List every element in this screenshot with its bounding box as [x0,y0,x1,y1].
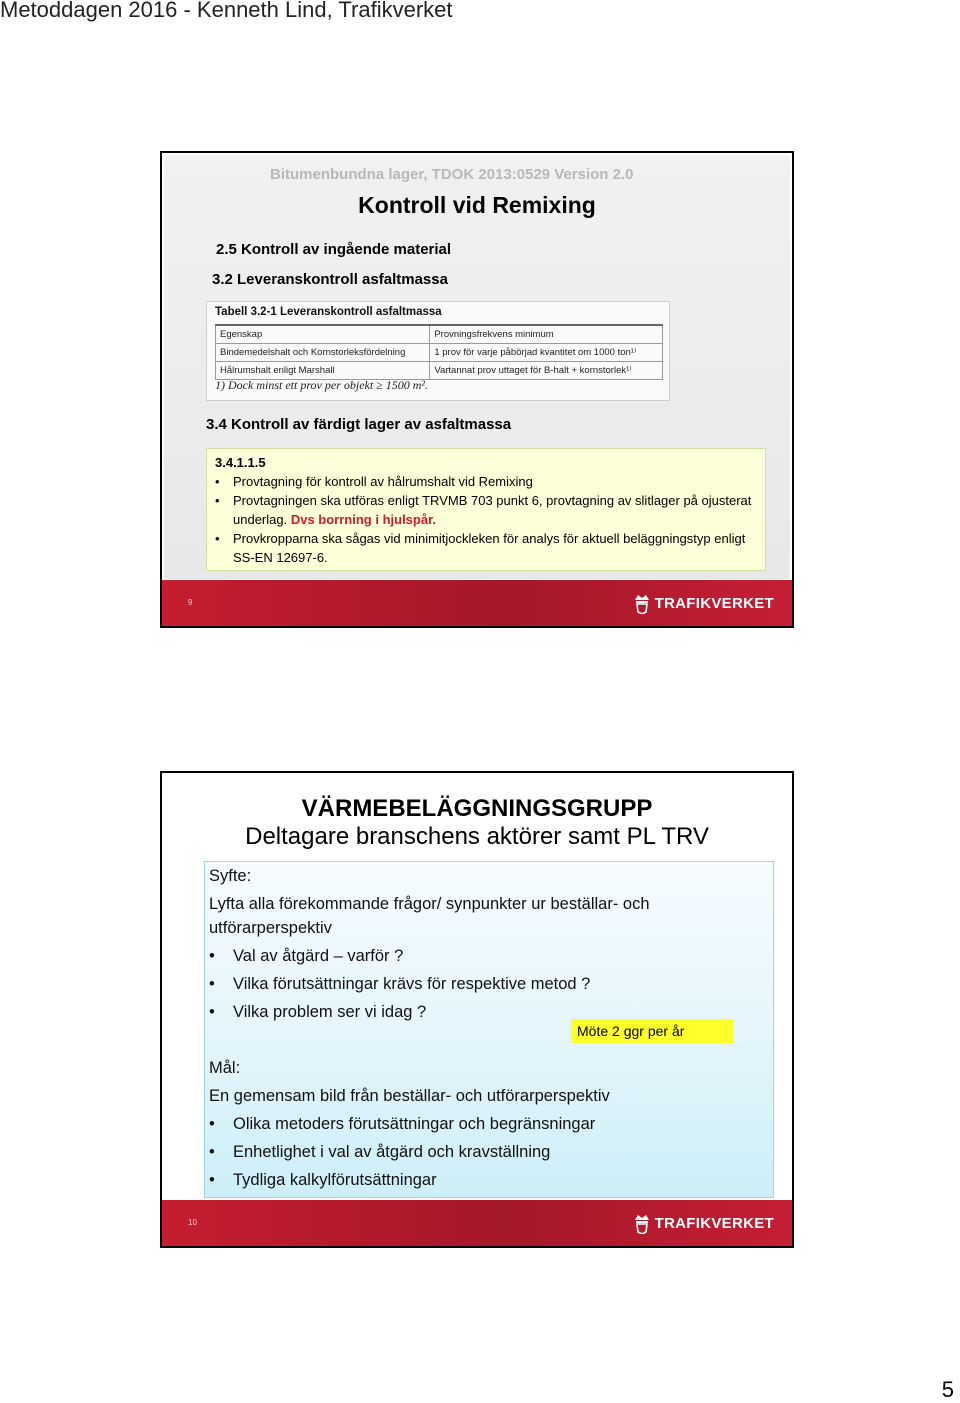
table-cell: Vartannat prov uttaget för B-halt + kornstorlek¹⁾ [430,362,663,380]
requirement-list [215,472,757,567]
slide-subtitle: Deltagare branschens aktörer samt PL TRV [245,823,709,850]
list-item: • Vilka förutsättningar krävs för respektive metod ? [209,972,590,1000]
table-image [206,301,670,401]
list-item: • Val av åtgärd – varför ? [209,944,590,972]
table-row [216,362,663,380]
requirement-box [206,448,766,571]
slide-number: 10 [188,1218,197,1227]
page-header: Metoddagen 2016 - Kenneth Lind, Trafikverket [0,0,453,22]
slide-subtitle: Bitumenbundna lager, TDOK 2013:0529 Version 2.0 [270,166,634,183]
list-item [215,472,757,491]
table-cell: 1 prov för varje påbörjad kvantitet om 1000 ton¹⁾ [430,344,663,362]
syfte-text: Lyfta alla förekommande frågor/ synpunkter ur beställar- och utförarperspektiv [209,895,650,937]
section-heading: 3.2 Leveranskontroll asfaltmassa [212,271,448,288]
slide-10 [160,771,794,1248]
table-cell: Bindemedelshalt och Kornstorleksfördelning [216,344,430,362]
table-footnote: 1) Dock minst ett prov per objekt ≥ 1500 m². [215,378,429,392]
list-item: • Vilka problem ser vi idag ? [209,1000,590,1028]
list-item [215,529,757,567]
slide-footer [162,580,792,626]
section-heading: 2.5 Kontroll av ingående material [216,241,452,258]
content-box [204,861,774,1198]
logo-text: TRAFIKVERKET [654,1214,774,1232]
list-item: • Enhetlighet i val av åtgärd och kravställning [209,1140,595,1168]
logo-text: TRAFIKVERKET [654,594,774,612]
syfte-label: Syfte: [209,867,252,885]
slide-title: VÄRMEBELÄGGNINGSGRUPP [301,795,653,822]
table-cell: Hålrumshalt enligt Marshall [216,362,430,380]
trafikverket-logo [633,592,774,614]
table-row [216,344,663,362]
syfte-list [209,944,590,1028]
mal-text: En gemensam bild från beställar- och utförarperspektiv [209,1087,610,1105]
list-item: • Tydliga kalkylförutsättningar [209,1168,595,1196]
slide-9 [160,151,794,628]
slide-number: 9 [188,598,193,607]
crown-icon [633,592,651,614]
list-item: • Olika metoders förutsättningar och begränsningar [209,1112,595,1140]
mal-list [209,1112,595,1196]
slide-10-content [164,775,790,1199]
table-header-cell: Provningsfrekvens minimum [430,325,663,344]
list-item [215,491,757,529]
highlight-text: Dvs borrning i hjulspår. [290,512,437,527]
crown-icon [633,1212,651,1234]
section-heading: 3.4 Kontroll av färdigt lager av asfaltmassa [206,416,512,433]
slide-9-content [164,155,790,579]
list-item-text: Provtagning för kontroll av hålrumshalt vid Remixing [233,474,533,489]
clause-number: 3.4.1.1.5 [215,455,266,470]
list-item-text: Provtagningen ska utföras enligt TRVMB 703 punkt 6, provtagning av slitlager på ojusterat underlag. [233,493,752,527]
meeting-frequency-highlight: Möte 2 ggr per år [571,1019,733,1043]
trafikverket-logo [633,1212,774,1234]
delivery-control-table [215,324,663,380]
page-number: 5 [941,1377,954,1402]
table-title: Tabell 3.2-1 Leveranskontroll asfaltmassa [215,306,442,318]
slide-footer [162,1200,792,1246]
list-item-text: Provkropparna ska sågas vid minimitjockleken för analys för aktuell beläggningstyp enligt SS-EN 12697-6. [233,531,746,565]
table-header-cell: Egenskap [216,325,430,344]
mal-label: Mål: [209,1059,241,1077]
slide-title: Kontroll vid Remixing [358,192,596,218]
table-header-row [216,325,663,344]
